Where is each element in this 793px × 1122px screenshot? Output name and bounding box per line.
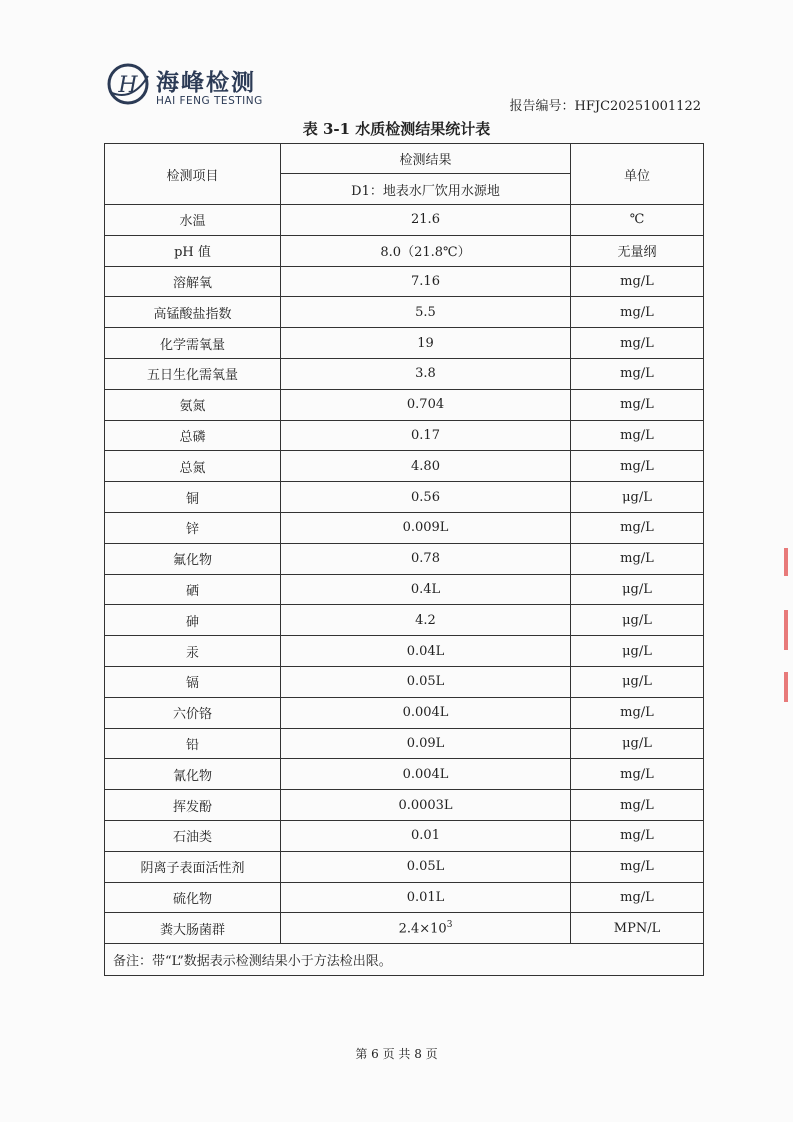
unit-cell: mg/L: [571, 266, 704, 297]
table-row: [105, 389, 704, 420]
table-row: [105, 666, 704, 697]
value-base: 2.4×10: [398, 921, 447, 937]
value-cell: 0.04L: [281, 636, 571, 667]
unit-cell: μg/L: [571, 666, 704, 697]
table-row: [105, 820, 704, 851]
item-cell: 挥发酚: [105, 790, 281, 821]
table-row: [105, 728, 704, 759]
value-cell: 0.09L: [281, 728, 571, 759]
value-cell: 0.01L: [281, 882, 571, 913]
value-exponent: 3: [446, 920, 453, 931]
column-header-result: 检测结果: [281, 144, 571, 174]
value-cell: 4.80: [281, 451, 571, 482]
company-logo: [106, 62, 276, 112]
value-cell: 5.5: [281, 297, 571, 328]
table-note: 备注：带“L”数据表示检测结果小于方法检出限。: [105, 944, 704, 976]
table-row: [105, 913, 704, 944]
note-row: [105, 944, 704, 976]
table-row: [105, 297, 704, 328]
value-cell: 7.16: [281, 266, 571, 297]
item-cell: 砷: [105, 605, 281, 636]
item-cell: 氰化物: [105, 759, 281, 790]
logo-mark-letter: H: [118, 73, 138, 98]
value-cell: 21.6: [281, 205, 571, 236]
logo-mark-icon: [106, 62, 150, 106]
table-row: [105, 451, 704, 482]
unit-cell: mg/L: [571, 543, 704, 574]
item-cell: 汞: [105, 636, 281, 667]
table-row: [105, 358, 704, 389]
item-cell: 锌: [105, 512, 281, 543]
unit-cell: mg/L: [571, 512, 704, 543]
table-row: [105, 759, 704, 790]
logo-english-name: HAI FENG TESTING: [156, 95, 263, 107]
unit-cell: mg/L: [571, 389, 704, 420]
unit-cell: mg/L: [571, 328, 704, 359]
table-row: [105, 636, 704, 667]
unit-cell: mg/L: [571, 451, 704, 482]
item-cell: 水温: [105, 205, 281, 236]
table-row: [105, 697, 704, 728]
value-cell: 4.2: [281, 605, 571, 636]
table-row: [105, 328, 704, 359]
value-cell: 0.009L: [281, 512, 571, 543]
value-cell: 0.78: [281, 543, 571, 574]
item-cell: 铅: [105, 728, 281, 759]
value-cell: 0.17: [281, 420, 571, 451]
column-header-site: D1：地表水厂饮用水源地: [281, 174, 571, 205]
item-cell: 硫化物: [105, 882, 281, 913]
item-cell: 镉: [105, 666, 281, 697]
value-cell: 0.004L: [281, 759, 571, 790]
unit-cell: μg/L: [571, 574, 704, 605]
table-row: [105, 851, 704, 882]
value-cell: 0.004L: [281, 697, 571, 728]
table-row: [105, 543, 704, 574]
value-cell: 19: [281, 328, 571, 359]
table-title: 表 3-1 水质检测结果统计表: [302, 120, 491, 138]
column-header-item: 检测项目: [105, 144, 281, 205]
table-row: [105, 420, 704, 451]
value-cell: 0.05L: [281, 851, 571, 882]
unit-cell: mg/L: [571, 358, 704, 389]
report-number: 报告编号：HFJC20251001122: [509, 99, 701, 114]
value-cell: 0.0003L: [281, 790, 571, 821]
table-row: [105, 235, 704, 266]
unit-cell: mg/L: [571, 297, 704, 328]
value-cell: 0.4L: [281, 574, 571, 605]
unit-cell: μg/L: [571, 728, 704, 759]
item-cell: 阴离子表面活性剂: [105, 851, 281, 882]
table-row: [105, 605, 704, 636]
item-cell: pH 值: [105, 235, 281, 266]
item-cell: 粪大肠菌群: [105, 913, 281, 944]
unit-cell: μg/L: [571, 605, 704, 636]
item-cell: 溶解氧: [105, 266, 281, 297]
table-row: [105, 882, 704, 913]
unit-cell: ℃: [571, 205, 704, 236]
edge-seal-mark: [784, 548, 788, 576]
unit-cell: mg/L: [571, 759, 704, 790]
edge-seal-mark: [784, 610, 788, 650]
value-cell: 8.0（21.8℃）: [281, 235, 571, 266]
unit-cell: mg/L: [571, 697, 704, 728]
unit-cell: μg/L: [571, 482, 704, 513]
item-cell: 硒: [105, 574, 281, 605]
table-row: [105, 790, 704, 821]
unit-cell: μg/L: [571, 636, 704, 667]
table-row: [105, 205, 704, 236]
edge-seal-mark: [784, 672, 788, 702]
unit-cell: mg/L: [571, 790, 704, 821]
page-number: 第 6 页 共 8 页: [355, 1047, 438, 1061]
column-header-unit: 单位: [571, 144, 704, 205]
value-cell: 3.8: [281, 358, 571, 389]
unit-cell: mg/L: [571, 420, 704, 451]
results-table: [104, 143, 704, 976]
table-row: [105, 512, 704, 543]
value-cell: 0.05L: [281, 666, 571, 697]
header-row: [105, 144, 704, 174]
item-cell: 总磷: [105, 420, 281, 451]
item-cell: 石油类: [105, 820, 281, 851]
item-cell: 总氮: [105, 451, 281, 482]
item-cell: 五日生化需氧量: [105, 358, 281, 389]
item-cell: 高锰酸盐指数: [105, 297, 281, 328]
value-cell: 0.01: [281, 820, 571, 851]
unit-cell: mg/L: [571, 820, 704, 851]
item-cell: 铜: [105, 482, 281, 513]
item-cell: 化学需氧量: [105, 328, 281, 359]
value-cell: 0.704: [281, 389, 571, 420]
value-cell: [281, 913, 571, 944]
unit-cell: mg/L: [571, 882, 704, 913]
unit-cell: mg/L: [571, 851, 704, 882]
value-cell: 0.56: [281, 482, 571, 513]
item-cell: 氟化物: [105, 543, 281, 574]
logo-chinese-name: 海峰检测: [156, 70, 256, 96]
table-row: [105, 574, 704, 605]
item-cell: 六价铬: [105, 697, 281, 728]
table-row: [105, 482, 704, 513]
item-cell: 氨氮: [105, 389, 281, 420]
unit-cell: MPN/L: [571, 913, 704, 944]
table-row: [105, 266, 704, 297]
unit-cell: 无量纲: [571, 235, 704, 266]
